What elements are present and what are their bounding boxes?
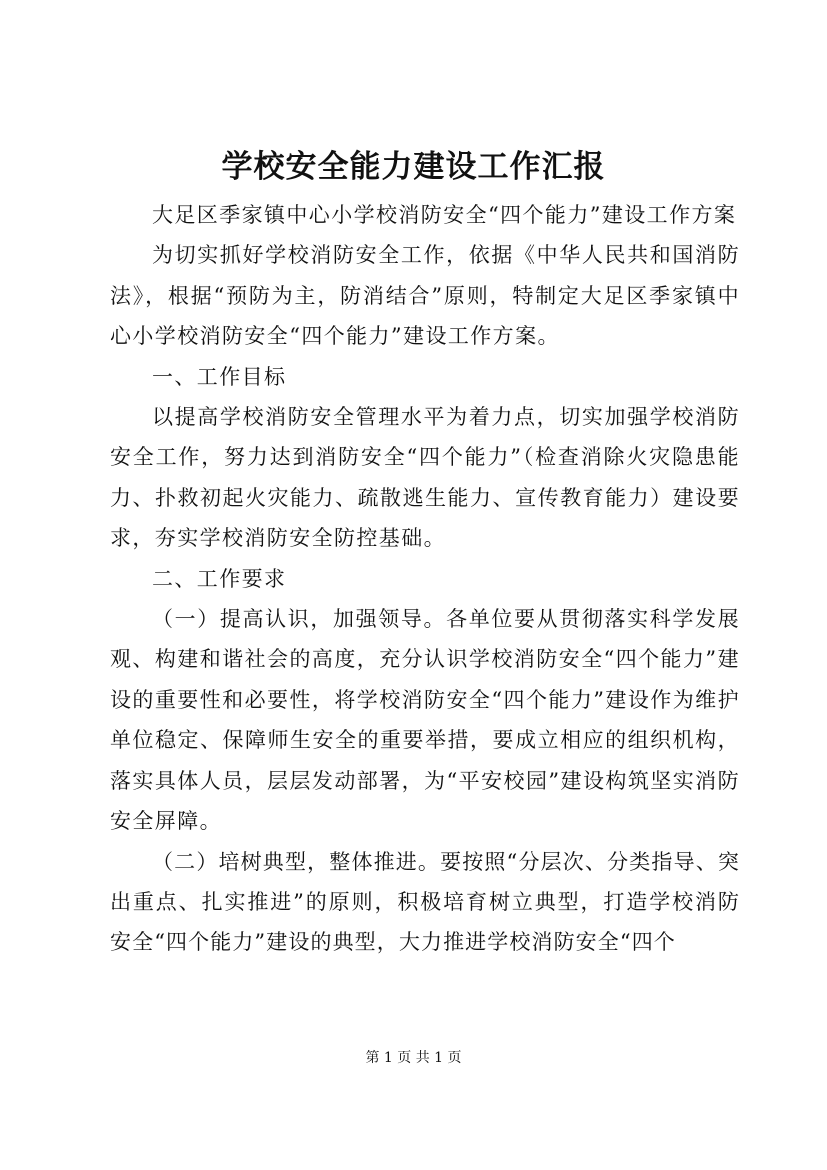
document-title: 学校安全能力建设工作汇报 [221, 149, 606, 185]
paragraph-scheme-title: 大足区季家镇中心小学校消防安全“四个能力”建设工作方案 [152, 203, 737, 227]
page-footer: 第 1 页 共 1 页 [365, 1050, 462, 1066]
paragraph-requirement-1: （一）提高认识，加强领导。各单位要从贯彻落实科学发展观、构建和谐社会的高度，充分认识学校消防安全“四个能力”建设的重要性和必要性，将学校消防安全“四个能力”建设作为维护单位稳定、保障师生安全的重要举措，要成立相应的组织机构，落实具体人员，层层发动部署，为“平安校园”建设构筑坚实消防安全屏障。 [110, 607, 740, 834]
heading-work-requirements: 二、工作要求 [152, 566, 287, 591]
paragraph-work-goal: 以提高学校消防安全管理水平为着力点，切实加强学校消防安全工作，努力达到消防安全“四个能力”（检查消除火灾隐患能力、扑救初起火灾能力、疏散逃生能力、宣传教育能力）建设要求，夯实学校消防安全防控基础。 [110, 405, 740, 551]
paragraph-requirement-2: （二）培树典型，整体推进。要按照“分层次、分类指导、突出重点、扎实推进”的原则，积极培育树立典型，打造学校消防安全“四个能力”建设的典型，大力推进学校消防安全“四个 [110, 849, 740, 955]
heading-work-goal: 一、工作目标 [152, 364, 287, 389]
document-body [110, 195, 740, 963]
paragraph-intro: 为切实抓好学校消防安全工作，依据《中华人民共和国消防法》，根据“预防为主，防消结合”原则，特制定大足区季家镇中心小学校消防安全“四个能力”建设工作方案。 [110, 243, 740, 349]
